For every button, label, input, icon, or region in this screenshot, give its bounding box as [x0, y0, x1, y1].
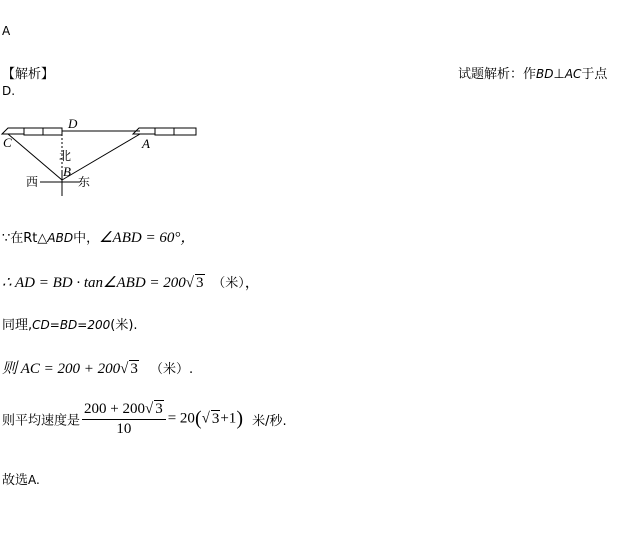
label-b: B [63, 164, 71, 179]
left-road-car-1 [24, 128, 43, 135]
section-title: 【解析】 [2, 67, 55, 82]
line1-angle: ∠ABD = 60°， [99, 230, 196, 246]
left-road-car-2 [43, 128, 62, 135]
perp-suffix: 于点 [581, 67, 608, 82]
line4-unit: （米） [150, 362, 190, 377]
perp-symbol: ⊥ [553, 67, 565, 82]
solution-line-2: ∴ AD = BD · tan∠ABD = 200√ 3 （米）， [2, 275, 260, 291]
label-east: 东 [78, 175, 91, 189]
conclusion-prefix: 故选 [2, 473, 29, 488]
line4-sqrt: 3 [130, 361, 138, 377]
solution-line-4: 则 AC = 200 + 200√ 3 （米）. [2, 361, 194, 377]
line5-prefix: 则平均速度是 [2, 413, 81, 429]
line2-unit: （米） [212, 275, 245, 290]
solution-line-5: 则平均速度是 $\frac{200 + 200√ 3}{10}$ = 20(√ 3+1) 米/秒. [2, 401, 287, 437]
conclusion-choice: A. [28, 473, 40, 487]
line5-eq: = 20 [167, 410, 195, 427]
solution-line-1 [2, 226, 195, 247]
conclusion [2, 469, 40, 488]
line4-prefix: 则 AC = 200 + 200 [2, 361, 121, 377]
right-road-car-1 [155, 128, 174, 135]
label-c: C [3, 135, 12, 150]
line4-end: . [189, 362, 194, 377]
left-road-end [2, 128, 24, 134]
label-d: D [68, 118, 78, 131]
perp-ac: AC [564, 67, 582, 81]
line3-prefix: 同理, [2, 318, 33, 333]
line3-expr: CD=BD=200 [32, 318, 111, 332]
analysis-prefix: 试题解析：作 [458, 67, 537, 82]
line2-sqrt: 3 [196, 275, 204, 291]
label-north: 北 [59, 149, 72, 163]
side-cb [8, 134, 62, 180]
line2-lhs: ∴ AD = BD · tan∠ABD = 200 [2, 275, 186, 291]
label-west: 西 [26, 175, 39, 189]
side-ab [62, 134, 140, 180]
speed-fraction: $\frac{200 + 200√ 3}{10}$ [82, 400, 166, 438]
geometry-diagram [0, 118, 210, 196]
fraction-denominator: 10 [116, 421, 132, 437]
right-road-end [133, 128, 155, 134]
right-road-car-2 [174, 128, 196, 135]
line5-inner-sqrt: 3 [211, 411, 220, 427]
fraction-num-sqrt: 3 [155, 401, 163, 417]
line3-end: . [133, 318, 138, 333]
line3-unit: (米) [110, 318, 134, 333]
line1-mid: 中， [73, 231, 100, 246]
line5-inner-tail: +1 [220, 410, 237, 427]
line1-prefix: ∵在Rt△ [2, 231, 48, 246]
line1-triangle: ABD [47, 231, 74, 245]
answer-letter: A [2, 24, 11, 38]
analysis-intro [458, 63, 607, 82]
fraction-numerator: 200 + 200 [84, 401, 145, 417]
point-d-line: D. [2, 84, 16, 98]
solution-line-3 [2, 314, 138, 333]
line5-unit: 米/秒. [252, 413, 287, 429]
label-a: A [142, 136, 150, 151]
line2-end: ， [244, 275, 260, 291]
perp-bd: BD [536, 67, 554, 81]
